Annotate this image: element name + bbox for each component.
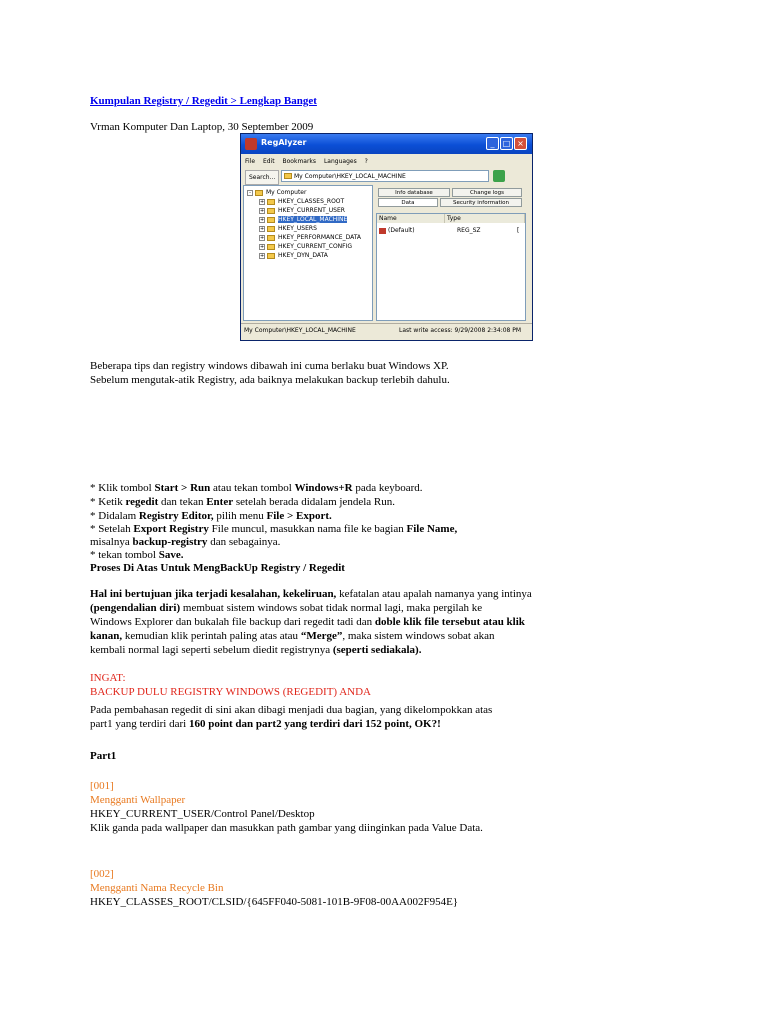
folder-icon (267, 235, 275, 241)
parts-line: Pada pembahasan regedit di sini akan dibagi menjadi dua bagian, yang dikelompokkan atas (90, 704, 493, 716)
item-number: [001] (90, 780, 114, 792)
col-name: Name (377, 214, 445, 223)
status-last-write: Last write access: 9/29/2008 2:34:08 PM (399, 327, 522, 334)
tab-change-logs: Change logs (452, 188, 522, 197)
tree-node: + HKEY_CLASSES_ROOT (260, 198, 345, 205)
tree-node: + HKEY_DYN_DATA (260, 252, 328, 259)
collapse-icon: - (247, 190, 253, 196)
tab-info-database: Info database (378, 188, 450, 197)
expand-icon: + (260, 207, 265, 214)
tree-node: + HKEY_CURRENT_USER (260, 207, 345, 214)
registry-tree (243, 185, 373, 321)
value-name: (Default) (379, 226, 415, 235)
para-line: Hal ini bertujuan jika terjadi kesalahan, kekeliruan, kefatalan atau apalah namanya yang intinya (90, 588, 532, 600)
folder-icon (267, 253, 275, 259)
expand-icon: + (260, 243, 265, 250)
part-heading: Part1 (90, 750, 117, 762)
window-toolbar (243, 169, 530, 185)
maximize-icon: □ (500, 137, 513, 150)
item-desc: Klik ganda pada wallpaper dan masukkan path gambar yang diinginkan pada Value Data. (90, 822, 483, 834)
menu-languages: Languages (323, 158, 357, 165)
expand-icon: + (260, 252, 265, 259)
go-icon (493, 170, 505, 182)
search-button: Search... (245, 170, 279, 185)
expand-icon: + (260, 198, 265, 205)
folder-icon (267, 199, 275, 205)
title-link[interactable]: Kumpulan Registry / Regedit > Lengkap Banget (90, 95, 317, 107)
warning-heading: INGAT: (90, 672, 126, 684)
tree-node: + HKEY_PERFORMANCE_DATA (260, 234, 362, 241)
para-line: Windows Explorer dan bukalah file backup dari regedit tadi dan doble klik file tersebut atau klik (90, 616, 525, 628)
menu-file: File (245, 158, 256, 165)
para-line: kanan, kemudian klik perintah paling atas atau “Merge”, maka sistem windows sobat akan (90, 630, 495, 642)
close-icon: × (514, 137, 527, 150)
value-list (376, 213, 526, 321)
step-line: * Klik tombol Start > Run atau tekan tombol Windows+R pada keyboard. (90, 482, 423, 494)
value-extra: [ (517, 227, 520, 234)
address-text: My Computer\HKEY_LOCAL_MACHINE (294, 173, 406, 180)
computer-icon (255, 190, 263, 196)
folder-icon (267, 208, 275, 214)
minimize-icon: _ (486, 137, 499, 150)
tree-node: + HKEY_CURRENT_CONFIG (260, 243, 353, 250)
expand-icon: + (260, 234, 265, 241)
intro-line: Sebelum mengutak-atik Registry, ada baiknya melakukan backup terlebih dahulu. (90, 374, 450, 386)
item-title: Mengganti Wallpaper (90, 794, 186, 806)
step-line: * Didalam Registry Editor, pilih menu File > Export. (90, 510, 332, 522)
step-line: * Setelah Export Registry File muncul, masukkan nama file ke bagian File Name, (90, 523, 458, 535)
window-title: RegAlyzer (261, 138, 307, 147)
parts-line: part1 yang terdiri dari 160 point dan part2 yang terdiri dari 152 point, OK?! (90, 718, 441, 730)
item-path: HKEY_CURRENT_USER/Control Panel/Desktop (90, 808, 315, 820)
folder-icon (267, 244, 275, 250)
para-line: (pengendalian diri) membuat sistem windows sobat tidak normal lagi, maka pergilah ke (90, 602, 483, 614)
tree-root: - My Computer (247, 188, 306, 197)
para-line: kembali normal lagi seperti sebelum diedit registrynya (seperti sediakala). (90, 644, 422, 656)
string-value-icon (379, 228, 386, 234)
window-statusbar (241, 323, 532, 338)
folder-icon (284, 173, 292, 179)
value-type: REG_SZ (457, 227, 481, 234)
menu-bookmarks: Bookmarks (282, 158, 317, 165)
expand-icon: + (260, 216, 265, 223)
detail-pane (376, 185, 526, 321)
window-titlebar (241, 134, 532, 154)
byline: Vrman Komputer Dan Laptop, 30 September 2009 (90, 121, 314, 133)
tab-data: Data (378, 198, 438, 207)
menu-edit: Edit (262, 158, 275, 165)
step-line: misalnya backup-registry dan sebagainya. (90, 536, 281, 548)
address-field (281, 170, 489, 182)
tree-node: + HKEY_USERS (260, 225, 317, 232)
window-menubar (245, 158, 374, 165)
warning-text: BACKUP DULU REGISTRY WINDOWS (REGEDIT) ANDA (90, 686, 371, 698)
expand-icon: + (260, 225, 265, 232)
tree-node-selected: + HKEY_LOCAL_MACHINE (260, 216, 348, 223)
tab-security-information: Security information (440, 198, 522, 207)
step-summary: Proses Di Atas Untuk MengBackUp Registry / Regedit (90, 562, 345, 574)
intro-line: Beberapa tips dan registry windows dibawah ini cuma berlaku buat Windows XP. (90, 360, 449, 372)
step-line: * Ketik regedit dan tekan Enter setelah berada didalam jendela Run. (90, 496, 395, 508)
folder-icon (267, 217, 275, 223)
page-title[interactable] (90, 94, 317, 108)
item-title: Mengganti Nama Recycle Bin (90, 882, 224, 894)
folder-icon (267, 226, 275, 232)
col-type: Type (445, 214, 525, 223)
status-path: My Computer\HKEY_LOCAL_MACHINE (244, 327, 356, 334)
regalyzer-screenshot (240, 133, 533, 341)
item-path: HKEY_CLASSES_ROOT/CLSID/{645FF040-5081-101B-9F08-00AA002F954E} (90, 896, 459, 908)
app-icon (245, 138, 257, 150)
menu-help: ? (364, 158, 368, 165)
step-line: * tekan tombol Save. (90, 549, 184, 561)
item-number: [002] (90, 868, 114, 880)
